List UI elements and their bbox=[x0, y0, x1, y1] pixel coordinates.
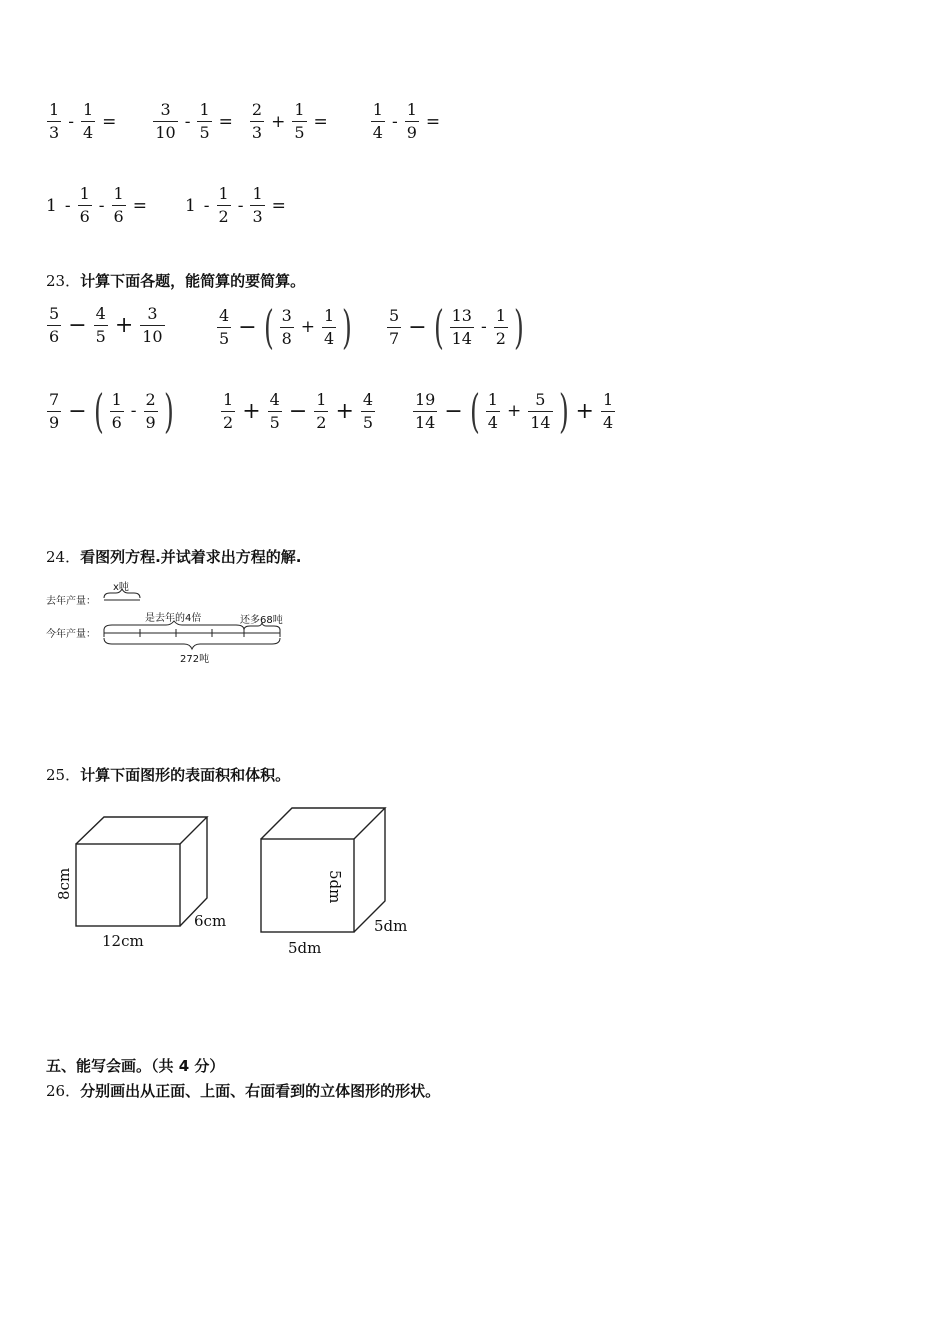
fraction: $\frac{5}{7}$ bbox=[389, 305, 400, 348]
q23-expression-4 bbox=[44, 384, 177, 438]
cuboid-length-label: 12cm bbox=[102, 932, 144, 950]
fraction: $\frac{1}{3}$ bbox=[49, 100, 60, 142]
last-year-label: 去年产量： bbox=[46, 596, 96, 607]
fraction: $\frac{1}{4}$ bbox=[82, 100, 94, 142]
fraction: $\frac{1}{2}$ bbox=[218, 184, 229, 226]
cube-height-label: 5dm bbox=[326, 870, 344, 904]
right-paren: ) bbox=[558, 384, 569, 438]
q23-expression-2 bbox=[214, 300, 355, 354]
fraction: $\frac{1}{4}$ bbox=[372, 100, 383, 142]
operator: - bbox=[64, 195, 71, 216]
total-label: 272吨 bbox=[180, 654, 210, 665]
right-paren: ) bbox=[342, 300, 353, 354]
fraction: $\frac{1}{3}$ bbox=[252, 184, 263, 226]
fraction: $\frac{4}{5}$ bbox=[95, 304, 106, 346]
operator: + bbox=[242, 399, 261, 424]
left-paren: ( bbox=[263, 300, 274, 354]
cuboid-top-face bbox=[76, 817, 207, 844]
operator: - bbox=[391, 111, 398, 132]
q23-expression-5 bbox=[218, 392, 378, 431]
left-paren: ( bbox=[93, 384, 104, 438]
operator: + bbox=[300, 317, 316, 337]
q23-expression-1 bbox=[44, 306, 168, 345]
fraction: $\frac{1}{6}$ bbox=[111, 389, 122, 432]
fraction: $\frac{1}{5}$ bbox=[199, 100, 210, 142]
operator: - bbox=[68, 111, 74, 132]
operator: + bbox=[506, 401, 522, 421]
operator: − bbox=[408, 314, 427, 340]
operator: - bbox=[98, 195, 105, 216]
more-label: 还多68吨 bbox=[240, 615, 283, 626]
operator: − bbox=[68, 313, 87, 338]
top-exercise-row-1 bbox=[44, 102, 444, 141]
operator: + bbox=[271, 111, 286, 132]
cube-side-face bbox=[354, 808, 385, 932]
cube-figure bbox=[252, 804, 422, 964]
equals-sign: = bbox=[313, 111, 328, 132]
fraction: $\frac{1}{6}$ bbox=[79, 184, 90, 226]
fraction: $\frac{1}{2}$ bbox=[223, 390, 234, 432]
fraction: $\frac{3}{10}$ bbox=[142, 304, 163, 346]
equals-sign: = bbox=[132, 195, 147, 216]
fraction: $\frac{4}{5}$ bbox=[362, 390, 374, 432]
line-segment-diagram bbox=[40, 578, 300, 670]
fraction: $\frac{13}{14}$ bbox=[451, 305, 472, 348]
operator: − bbox=[68, 398, 87, 424]
cuboid-front-face bbox=[76, 844, 180, 926]
fraction: $\frac{3}{8}$ bbox=[281, 305, 292, 348]
cuboid-height-label: 8cm bbox=[55, 867, 73, 900]
operator: − bbox=[444, 398, 463, 424]
cube-width-label: 5dm bbox=[374, 917, 408, 935]
question-25-heading: 25．计算下面图形的表面积和体积。 bbox=[46, 766, 291, 784]
question-26-heading: 26．分别画出从正面、上面、右面看到的立体图形的形状。 bbox=[46, 1082, 441, 1100]
top-exercise-row-2 bbox=[46, 186, 290, 225]
left-paren: ( bbox=[469, 384, 480, 438]
left-paren: ( bbox=[433, 300, 444, 354]
whole-number: 1 bbox=[184, 195, 196, 216]
fraction: $\frac{3}{10}$ bbox=[155, 100, 176, 142]
operator: - bbox=[203, 195, 210, 216]
equals-sign: = bbox=[271, 195, 286, 216]
fraction: $\frac{5}{14}$ bbox=[530, 389, 551, 432]
fraction: $\frac{1}{4}$ bbox=[602, 389, 614, 432]
fraction: $\frac{1}{2}$ bbox=[316, 390, 327, 432]
fraction: $\frac{7}{9}$ bbox=[49, 389, 60, 432]
operator: + bbox=[335, 399, 354, 424]
this-year-label: 今年产量： bbox=[46, 629, 96, 640]
cube-top-face bbox=[261, 808, 385, 839]
cuboid-figure bbox=[52, 812, 242, 954]
x-label: x吨 bbox=[113, 582, 129, 593]
operator: - bbox=[130, 401, 137, 421]
fraction: $\frac{19}{14}$ bbox=[415, 389, 436, 432]
cube-length-label: 5dm bbox=[288, 939, 322, 957]
fraction: $\frac{2}{3}$ bbox=[251, 100, 263, 142]
fraction: $\frac{1}{5}$ bbox=[294, 100, 305, 142]
operator: - bbox=[237, 195, 244, 216]
operator: + bbox=[114, 313, 134, 338]
fraction: $\frac{4}{5}$ bbox=[219, 305, 230, 348]
equals-sign: = bbox=[218, 111, 233, 132]
fraction: $\frac{4}{5}$ bbox=[269, 390, 280, 432]
right-paren: ) bbox=[163, 384, 174, 438]
total-brace bbox=[104, 638, 280, 649]
cuboid-width-label: 6cm bbox=[194, 912, 227, 930]
question-24-heading: 24．看图列方程.并试着求出方程的解. bbox=[46, 548, 302, 566]
fraction: $\frac{1}{4}$ bbox=[324, 305, 335, 348]
fraction: $\frac{1}{6}$ bbox=[113, 184, 124, 226]
fraction: $\frac{2}{9}$ bbox=[145, 389, 156, 432]
section-5-heading: 五、能写会画。（共 4 分） bbox=[46, 1057, 225, 1075]
fraction: $\frac{1}{4}$ bbox=[487, 389, 498, 432]
operator: - bbox=[184, 111, 191, 132]
operator: + bbox=[575, 398, 594, 424]
operator: − bbox=[238, 314, 257, 340]
whole-number: 1 bbox=[46, 195, 57, 216]
operator: - bbox=[480, 317, 487, 337]
times-label: 是去年的4倍 bbox=[145, 613, 202, 624]
equals-sign: = bbox=[102, 111, 117, 132]
q23-expression-6 bbox=[410, 384, 618, 438]
question-23-heading: 23．计算下面各题，能简算的要简算。 bbox=[46, 272, 306, 290]
fraction: $\frac{1}{9}$ bbox=[406, 100, 417, 142]
fraction: $\frac{5}{6}$ bbox=[49, 304, 60, 346]
q23-expression-3 bbox=[384, 300, 527, 354]
cuboid-side-face bbox=[180, 817, 207, 926]
fraction: $\frac{1}{2}$ bbox=[495, 305, 506, 348]
operator: − bbox=[288, 399, 308, 424]
equals-sign: = bbox=[425, 111, 441, 132]
right-paren: ) bbox=[513, 300, 524, 354]
